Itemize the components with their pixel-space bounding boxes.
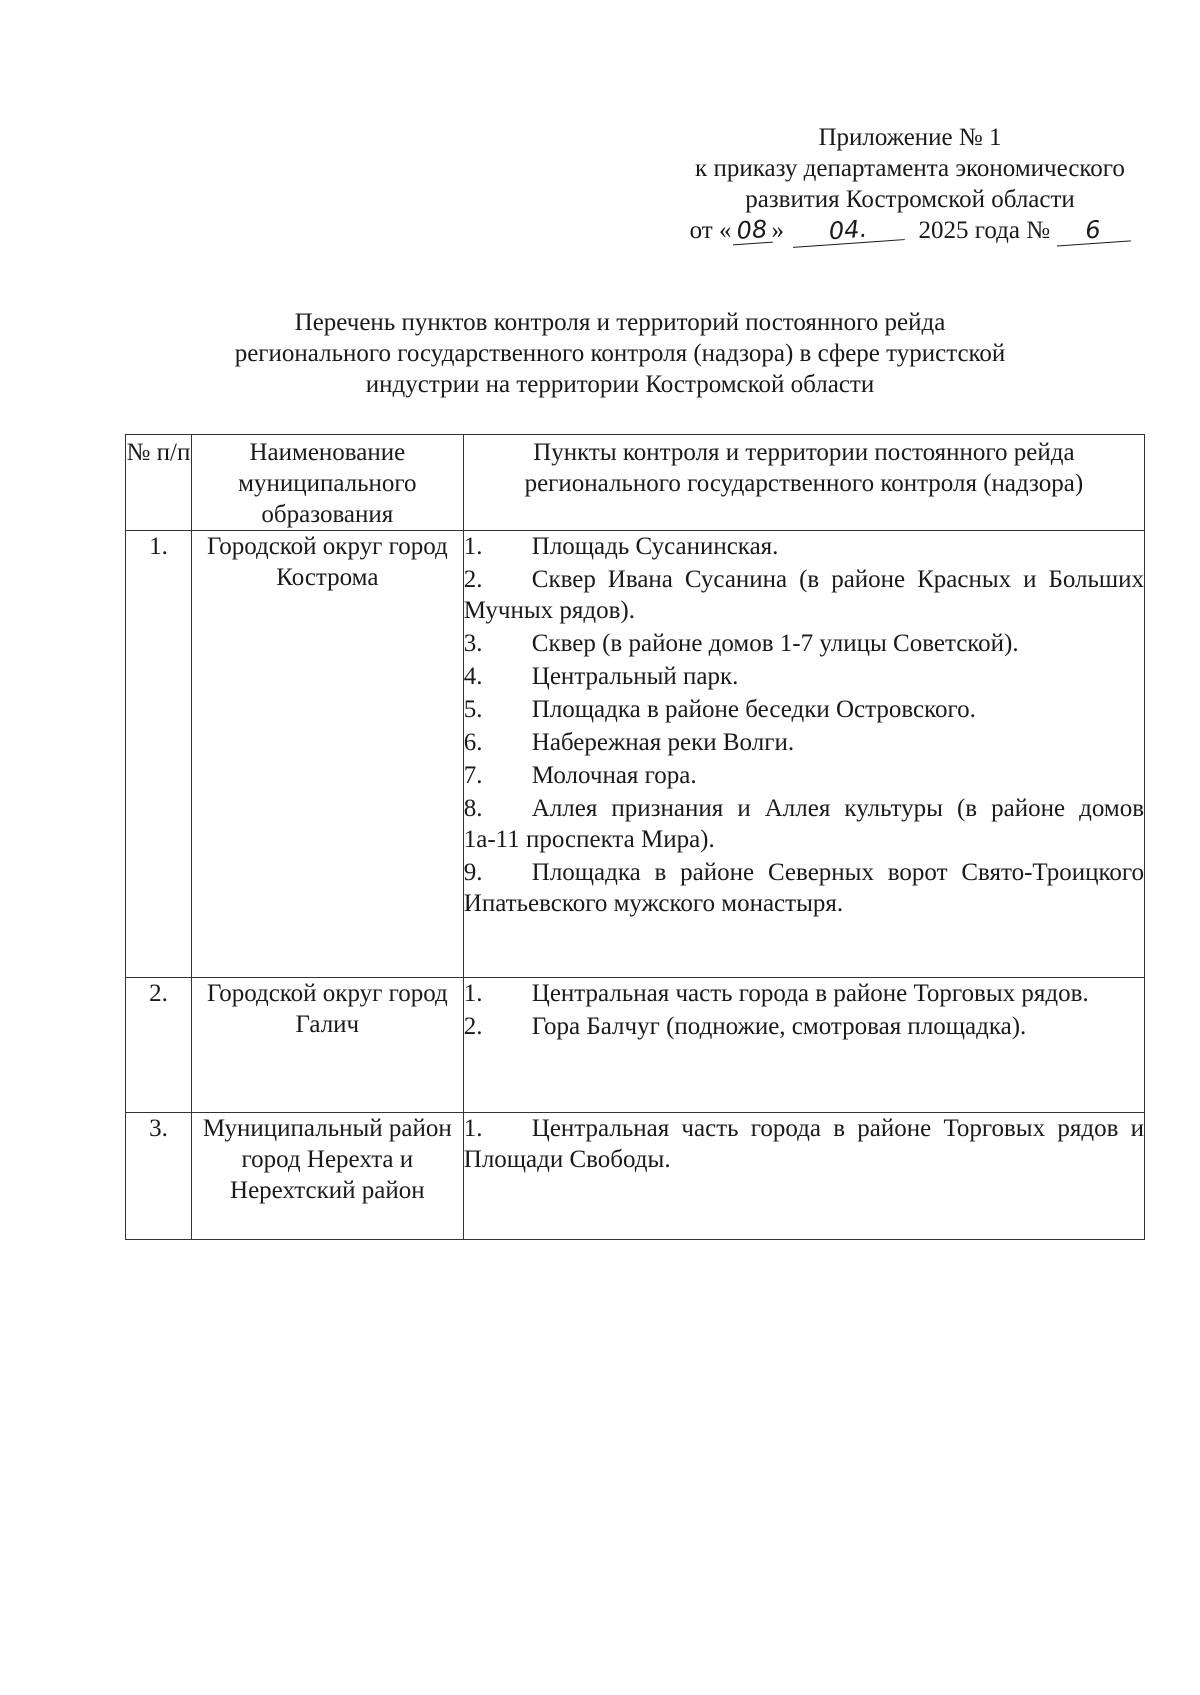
municipality-name: Городской округ город Кострома (191, 531, 463, 978)
list-item (464, 727, 1144, 758)
item-text: Центральная часть города в районе Торговых рядов. (531, 980, 1089, 1007)
row-number: 2. (126, 978, 192, 1113)
list-item (464, 793, 1144, 855)
item-text: Сквер (в районе домов 1-7 улицы Советской). (531, 630, 1019, 657)
appendix-title: Приложение № 1 (818, 124, 1002, 151)
item-text: Гора Балчуг (подножие, смотровая площадка). (531, 1013, 1027, 1040)
item-number: 2. (463, 1013, 483, 1040)
item-number: 7. (463, 762, 483, 789)
item-text: Центральная часть города в районе Торговых рядов и Площади Свободы. (463, 1115, 1144, 1173)
item-text: Центральный парк. (531, 663, 739, 690)
appendix-order-ref: к приказу департамента экономического (695, 155, 1125, 182)
control-points-table (125, 434, 1145, 1240)
header-num: № п/п (126, 435, 192, 531)
item-text: Площадь Сусанинская. (531, 533, 779, 560)
list-item (464, 628, 1144, 659)
item-number: 1. (463, 1115, 483, 1142)
item-number: 3. (463, 630, 483, 657)
item-text: Аллея признания и Аллея культуры (в районе домов 1а-11 проспекта Мира). (463, 795, 1144, 853)
list-item (464, 1113, 1144, 1175)
title-line: Перечень пунктов контроля и территорий постоянного рейда (294, 309, 946, 336)
handwritten-order-number: 6 (1055, 214, 1131, 246)
title-line: регионального государственного контроля (надзора) в сфере туристской (234, 340, 1006, 367)
appendix-department: развития Костромской области (745, 186, 1075, 213)
item-number: 4. (463, 663, 483, 690)
points-cell (463, 978, 1144, 1113)
item-number: 6. (463, 729, 483, 756)
list-item (464, 661, 1144, 692)
table-row (126, 1113, 1145, 1240)
header-points: Пункты контроля и территории постоянного рейда регионального государственного контроля (надзора) (463, 435, 1144, 531)
row-number: 3. (126, 1113, 192, 1240)
date-prefix: от « (689, 217, 732, 244)
date-separator: » (771, 217, 784, 244)
list-item (464, 857, 1144, 919)
row-number: 1. (126, 531, 192, 978)
document-title (120, 307, 1120, 400)
item-number: 2. (463, 566, 483, 593)
handwritten-day: 08 (731, 216, 773, 246)
item-text: Площадка в районе Северных ворот Свято-Троицкого Ипатьевского мужского монастыря. (463, 859, 1144, 917)
list-item (464, 531, 1144, 562)
item-number: 5. (463, 696, 483, 723)
list-item (464, 760, 1144, 791)
table-row (126, 978, 1145, 1113)
handwritten-month: 04. (791, 213, 905, 248)
list-item (464, 978, 1144, 1009)
municipality-name: Муниципальный район город Нерехта и Нерехтский район (191, 1113, 463, 1240)
header-name: Наименование муниципального образования (191, 435, 463, 531)
item-text: Набережная реки Волги. (531, 729, 795, 756)
municipality-name: Городской округ город Галич (191, 978, 463, 1113)
item-number: 1. (463, 980, 483, 1007)
item-text: Площадка в районе беседки Островского. (531, 696, 976, 723)
table-row (126, 531, 1145, 978)
item-number: 8. (463, 795, 483, 822)
item-text: Молочная гора. (531, 762, 697, 789)
title-line: индустрии на территории Костромской области (365, 371, 875, 398)
points-cell (463, 531, 1144, 978)
item-text: Сквер Ивана Сусанина (в районе Красных и Больших Мучных рядов). (463, 566, 1144, 624)
points-cell (463, 1113, 1144, 1240)
list-item (464, 694, 1144, 725)
item-number: 9. (463, 859, 483, 886)
appendix-block (650, 122, 1170, 246)
list-item (464, 1011, 1144, 1042)
date-year: 2025 года № (918, 217, 1051, 244)
list-item (464, 564, 1144, 626)
appendix-date-line (650, 215, 1170, 246)
item-number: 1. (463, 533, 483, 560)
table-header-row (126, 435, 1145, 531)
